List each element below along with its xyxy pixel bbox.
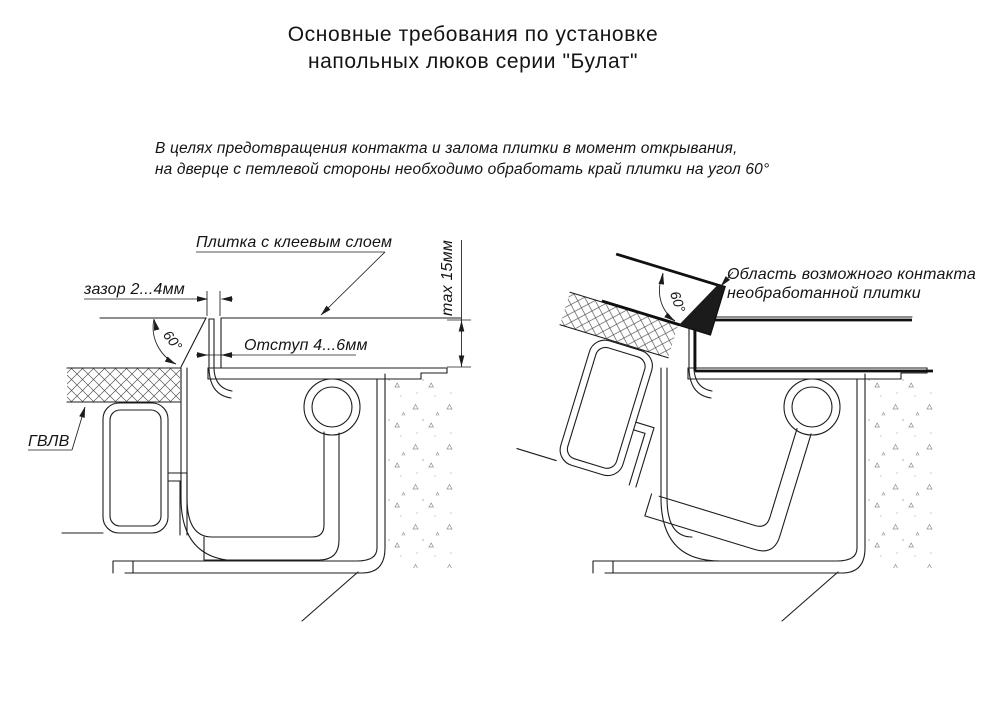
tile-label-leader bbox=[321, 252, 385, 315]
door-leaf-section bbox=[509, 291, 830, 556]
title-line-1: Основные требования по установке bbox=[287, 23, 659, 46]
angle-arc-arrow-bottom bbox=[167, 360, 176, 365]
hatch-frame-section bbox=[113, 319, 456, 621]
offset-label: Отступ 4...6мм bbox=[244, 337, 368, 354]
note-line-2: на дверце с петлевой стороны необходимо обработать край плитки на угол 60° bbox=[155, 160, 770, 178]
floor-tile-thick-outline bbox=[695, 320, 933, 371]
contact-label-line-2: необработанной плитки bbox=[727, 285, 921, 302]
left-diagram-closed-hatch bbox=[28, 234, 471, 621]
max-thickness-label: max 15мм bbox=[439, 239, 456, 317]
bevel-angle-label: 60° bbox=[159, 327, 186, 354]
gap-label: зазор 2...4мм bbox=[84, 281, 185, 298]
note-line-1: В целях предотвращения контакта и залома плитки в момент открывания, bbox=[155, 140, 738, 157]
door-leaf-section bbox=[62, 368, 339, 560]
contact-label-line-1: Область возможного контакта bbox=[727, 266, 976, 283]
board-label: ГВЛВ bbox=[28, 433, 70, 450]
bevel-angle-label: 60° bbox=[667, 289, 689, 315]
board-label-leader bbox=[72, 407, 85, 450]
angle-arc-arrow-top bbox=[154, 320, 156, 327]
title-line-2: напольных люков серии "Булат" bbox=[307, 50, 639, 73]
tile-label: Плитка с клеевым слоем bbox=[196, 234, 393, 251]
right-diagram-open-hatch bbox=[509, 243, 976, 621]
